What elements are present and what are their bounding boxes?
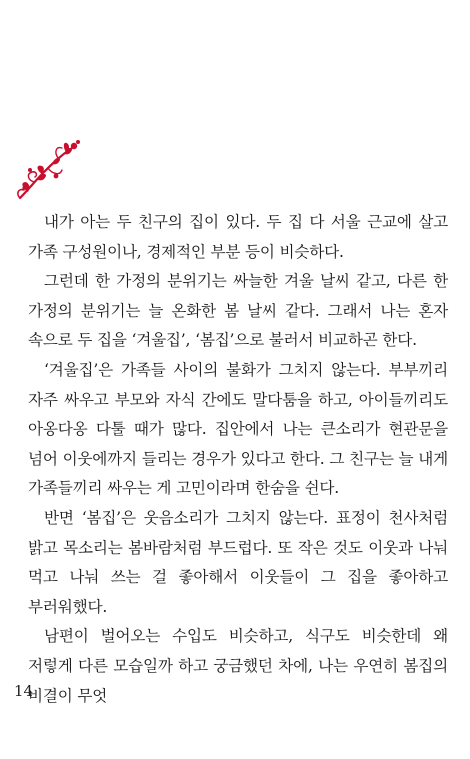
paragraph: 남편이 벌어오는 수입도 비슷하고, 식구도 비슷한데 왜 저렇게 다른 모습일까 하고 궁금했던 차에, 나는 우연히 봄집의 비결이 무엇 — [28, 627, 448, 705]
body-text — [28, 208, 448, 711]
paragraph: 그런데 한 가정의 분위기는 싸늘한 겨울 날씨 같고, 다른 한 가정의 분위기는 늘 온화한 봄 날씨 같다. 그래서 나는 혼자 속으로 두 집을 ‘겨울집’, ‘봄집’으로 불러서 비교하곤 한다. — [28, 272, 448, 350]
paragraph: 반면 ‘봄집’은 웃음소리가 그치지 않는다. 표정이 천사처럼 밝고 목소리는 봄바람처럼 부드럽다. 또 작은 것도 이웃과 나눠 먹고 나눠 쓰는 걸 좋아해서 이웃들이 그 집을 좋아하고 부러워했다. — [28, 508, 448, 616]
paragraph: ‘겨울집’은 가족들 사이의 불화가 그치지 않는다. 부부끼리 자주 싸우고 부모와 자식 간에도 말다툼을 하고, 아이들끼리도 아옹다옹 다툴 때가 많다. 집안에서 나는 큰소리가 현관문을 넘어 이웃에까지 들리는 경우가 있다고 한다. 그 친구는 늘 내게 가족들끼리 싸우는 게 고민이라며 한숨을 쉰다. — [28, 360, 448, 498]
page-number: 14 — [14, 682, 34, 700]
red-floral-vine-icon — [14, 136, 84, 204]
paragraph: 내가 아는 두 친구의 집이 있다. 두 집 다 서울 근교에 살고 가족 구성원이나, 경제적인 부분 등이 비슷하다. — [28, 213, 448, 261]
